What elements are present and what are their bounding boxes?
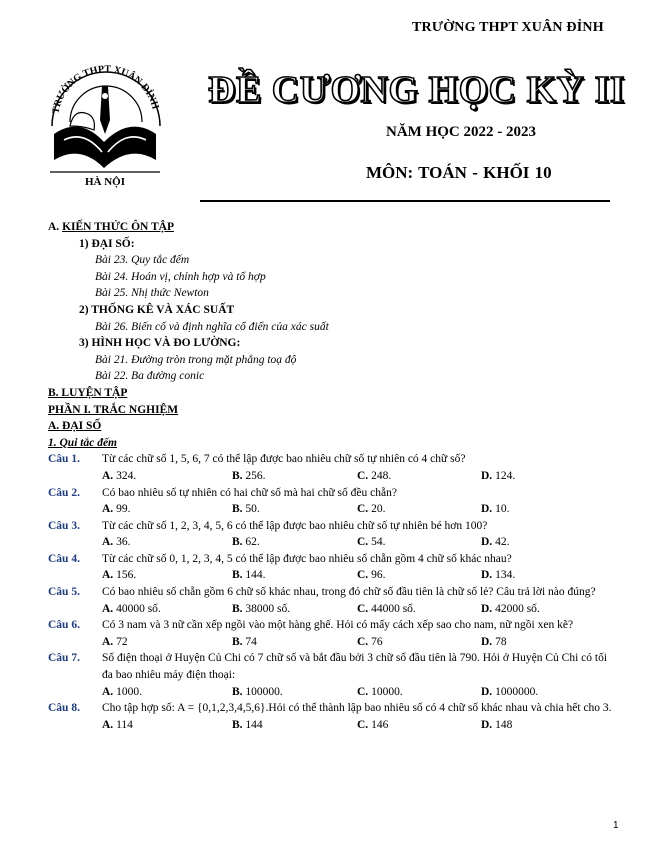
question-text: Có bao nhiêu số tự nhiên có hai chữ số mà hai chữ số đều chẵn? bbox=[102, 486, 397, 499]
answer-option bbox=[232, 534, 260, 551]
question-6 bbox=[48, 617, 620, 634]
algebra-heading: A. ĐẠI SỐ bbox=[48, 420, 102, 433]
option-letter: A. bbox=[102, 569, 114, 582]
answer-option bbox=[357, 717, 388, 734]
option-value: 42. bbox=[495, 536, 510, 549]
question-text: Số điện thoại ở Huyện Củ Chi có 7 chữ số và bắt đầu bởi 3 chữ số đầu tiên là 790. Hỏi ở Huyện Củ Chi có tối đa bao nhiêu máy điện thoại: bbox=[102, 652, 608, 682]
option-letter: C. bbox=[357, 635, 369, 648]
option-letter: D. bbox=[481, 469, 493, 482]
answer-option bbox=[481, 501, 509, 518]
answer-option bbox=[232, 567, 266, 584]
document-body bbox=[48, 219, 620, 733]
option-letter: B. bbox=[232, 503, 243, 516]
option-value: 156. bbox=[116, 569, 137, 582]
question-text: Cho tập hợp số: A = {0,1,2,3,4,5,6}.Hỏi có thể thành lập bao nhiêu số có 4 chữ số khác nhau và chia hết cho 3. bbox=[102, 702, 612, 715]
question-number: Câu 6. bbox=[48, 619, 80, 632]
topic-counting-heading: 1. Qui tắc đếm bbox=[48, 436, 117, 449]
option-value: 1000. bbox=[116, 685, 142, 698]
option-value: 134. bbox=[495, 569, 516, 582]
question-1 bbox=[48, 451, 620, 468]
option-value: 50. bbox=[245, 503, 260, 516]
option-letter: C. bbox=[357, 718, 369, 731]
option-letter: D. bbox=[481, 685, 493, 698]
answer-option bbox=[102, 717, 133, 734]
option-value: 114 bbox=[116, 718, 133, 731]
part-1-heading: PHẦN I. TRẮC NGHIỆM bbox=[48, 403, 179, 416]
option-value: 256. bbox=[245, 469, 266, 482]
option-value: 10000. bbox=[371, 685, 403, 698]
section-a-heading: A. KIẾN THỨC ÔN TẬP bbox=[48, 221, 174, 233]
question-4 bbox=[48, 551, 620, 568]
option-value: 42000 số. bbox=[495, 602, 540, 615]
option-value: 144 bbox=[245, 718, 263, 731]
header-divider bbox=[200, 200, 610, 202]
option-value: 248. bbox=[371, 469, 392, 482]
logo-city: HÀ NỘI bbox=[84, 176, 126, 188]
page-number: 1 bbox=[613, 820, 619, 831]
answer-options bbox=[48, 684, 620, 701]
question-text: Có 3 nam và 3 nữ cần xếp ngồi vào một hàng ghế. Hỏi có mấy cách xếp sao cho nam, nữ ngồi xen kẽ? bbox=[102, 619, 574, 632]
question-7 bbox=[48, 650, 620, 683]
question-number: Câu 7. bbox=[48, 652, 80, 665]
section-b-heading: B. LUYỆN TẬP bbox=[48, 386, 128, 399]
school-name-header: TRƯỜNG THPT XUÂN ĐỈNH bbox=[412, 20, 604, 35]
option-letter: C. bbox=[357, 602, 369, 615]
option-letter: A. bbox=[102, 503, 114, 516]
option-value: 62. bbox=[245, 536, 260, 549]
answer-option bbox=[102, 601, 161, 618]
question-text: Có bao nhiêu số chẵn gồm 6 chữ số khác nhau, trong đó chữ số đầu tiên là chữ số lẻ? Câu trả lời nào đúng? bbox=[102, 586, 596, 599]
answer-option bbox=[481, 684, 538, 701]
answer-option bbox=[357, 634, 383, 651]
option-letter: B. bbox=[232, 602, 243, 615]
lesson-item: Bài 23. Quy tắc đếm bbox=[95, 254, 190, 267]
option-letter: B. bbox=[232, 536, 243, 549]
option-value: 100000. bbox=[245, 685, 283, 698]
answer-options bbox=[48, 501, 620, 518]
option-value: 99. bbox=[116, 503, 131, 516]
question-2 bbox=[48, 485, 620, 502]
answer-options bbox=[48, 567, 620, 584]
part-algebra-title: 1) ĐẠI SỐ: bbox=[79, 237, 135, 250]
option-letter: C. bbox=[357, 569, 369, 582]
subject-grade: MÔN: TOÁN - KHỐI 10 bbox=[366, 163, 552, 182]
school-year: NĂM HỌC 2022 - 2023 bbox=[386, 124, 536, 140]
question-8 bbox=[48, 700, 620, 717]
answer-option bbox=[102, 534, 130, 551]
part-geometry-title: 3) HÌNH HỌC VÀ ĐO LƯỜNG: bbox=[79, 337, 241, 350]
option-value: 96. bbox=[371, 569, 386, 582]
lesson-item: Bài 22. Ba đường conic bbox=[95, 370, 205, 383]
answer-option bbox=[232, 634, 257, 651]
lesson-item: Bài 25. Nhị thức Newton bbox=[95, 287, 209, 300]
answer-option bbox=[481, 601, 540, 618]
answer-options bbox=[48, 468, 620, 485]
option-value: 74 bbox=[245, 635, 257, 648]
option-letter: D. bbox=[481, 635, 493, 648]
answer-options bbox=[48, 634, 620, 651]
option-value: 72 bbox=[116, 635, 128, 648]
question-text: Từ các chữ số 1, 2, 3, 4, 5, 6 có thể lập được bao nhiêu chữ số tự nhiên bé hơn 100? bbox=[102, 519, 488, 532]
option-value: 40000 số. bbox=[116, 602, 161, 615]
lesson-item: Bài 21. Đường tròn trong mặt phẳng toạ độ bbox=[95, 353, 297, 366]
answer-option bbox=[481, 634, 507, 651]
option-value: 148 bbox=[495, 718, 513, 731]
answer-option bbox=[232, 717, 263, 734]
option-value: 44000 số. bbox=[371, 602, 416, 615]
question-number: Câu 2. bbox=[48, 486, 80, 499]
question-text: Từ các chữ số 1, 5, 6, 7 có thể lập được bao nhiêu chữ số tự nhiên có 4 chữ số? bbox=[102, 453, 466, 466]
answer-option bbox=[102, 567, 136, 584]
question-list bbox=[48, 451, 620, 733]
option-value: 146 bbox=[371, 718, 389, 731]
part-statistics-title: 2) THỐNG KÊ VÀ XÁC SUẤT bbox=[79, 303, 235, 316]
answer-option bbox=[481, 468, 515, 485]
option-letter: A. bbox=[102, 602, 114, 615]
section-a-label: KIẾN THỨC ÔN TẬP bbox=[62, 221, 174, 233]
question-number: Câu 8. bbox=[48, 702, 80, 715]
option-letter: D. bbox=[481, 503, 493, 516]
option-letter: A. bbox=[102, 685, 114, 698]
question-number: Câu 1. bbox=[48, 453, 80, 466]
option-letter: A. bbox=[102, 718, 114, 731]
question-3 bbox=[48, 518, 620, 535]
option-letter: D. bbox=[481, 602, 493, 615]
answer-option bbox=[102, 684, 142, 701]
option-letter: C. bbox=[357, 503, 369, 516]
answer-options bbox=[48, 601, 620, 618]
answer-option bbox=[357, 601, 416, 618]
question-number: Câu 3. bbox=[48, 519, 80, 532]
option-letter: B. bbox=[232, 469, 243, 482]
answer-option bbox=[357, 501, 385, 518]
option-value: 36. bbox=[116, 536, 131, 549]
document-title: ĐỀ CƯƠNG HỌC KỲ II bbox=[208, 69, 626, 111]
option-letter: B. bbox=[232, 685, 243, 698]
option-value: 1000000. bbox=[495, 685, 539, 698]
answer-options bbox=[48, 717, 620, 734]
option-letter: C. bbox=[357, 536, 369, 549]
option-value: 10. bbox=[495, 503, 510, 516]
question-number: Câu 4. bbox=[48, 552, 80, 565]
answer-option bbox=[357, 534, 385, 551]
question-number: Câu 5. bbox=[48, 586, 80, 599]
answer-option bbox=[481, 534, 509, 551]
option-letter: D. bbox=[481, 569, 493, 582]
option-letter: D. bbox=[481, 718, 493, 731]
question-text: Từ các chữ số 0, 1, 2, 3, 4, 5 có thể lập được bao nhiêu số chẵn gồm 4 chữ số khác nhau? bbox=[102, 552, 512, 565]
option-value: 124. bbox=[495, 469, 516, 482]
answer-option bbox=[232, 468, 266, 485]
option-value: 38000 số. bbox=[245, 602, 291, 615]
answer-option bbox=[102, 468, 136, 485]
option-value: 324. bbox=[116, 469, 137, 482]
answer-option bbox=[357, 567, 385, 584]
school-logo bbox=[44, 56, 166, 188]
option-letter: A. bbox=[102, 635, 114, 648]
answer-option bbox=[102, 501, 130, 518]
answer-options bbox=[48, 534, 620, 551]
option-value: 78 bbox=[495, 635, 507, 648]
answer-option bbox=[357, 684, 403, 701]
option-value: 144. bbox=[245, 569, 266, 582]
option-letter: C. bbox=[357, 469, 369, 482]
option-letter: B. bbox=[232, 718, 243, 731]
option-letter: A. bbox=[102, 536, 114, 549]
logo-arc-text: TRƯỜNG THPT XUÂN ĐỈNH bbox=[50, 63, 161, 115]
answer-option bbox=[102, 634, 128, 651]
answer-option bbox=[232, 684, 283, 701]
option-letter: B. bbox=[232, 635, 243, 648]
answer-option bbox=[481, 717, 512, 734]
lesson-item: Bài 24. Hoán vị, chỉnh hợp và tổ hợp bbox=[95, 270, 266, 283]
option-letter: B. bbox=[232, 569, 243, 582]
lesson-item: Bài 26. Biến cố và định nghĩa cổ điển của xác suất bbox=[95, 320, 329, 333]
answer-option bbox=[232, 601, 290, 618]
option-letter: D. bbox=[481, 536, 493, 549]
answer-option bbox=[357, 468, 391, 485]
question-5 bbox=[48, 584, 620, 601]
answer-option bbox=[481, 567, 515, 584]
option-value: 76 bbox=[371, 635, 383, 648]
option-value: 54. bbox=[371, 536, 386, 549]
answer-option bbox=[232, 501, 260, 518]
option-letter: C. bbox=[357, 685, 369, 698]
option-letter: A. bbox=[102, 469, 114, 482]
option-value: 20. bbox=[371, 503, 386, 516]
